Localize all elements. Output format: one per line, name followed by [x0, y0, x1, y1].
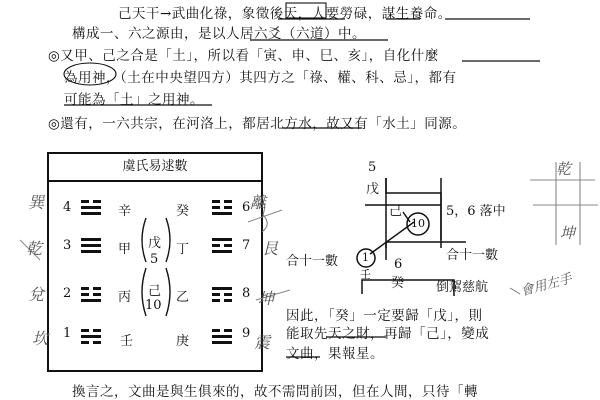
- chart-left-num-3: 1: [63, 326, 72, 341]
- trigram-right-6: [212, 200, 232, 215]
- diagram-num-six: 6: [394, 257, 403, 272]
- chart-right-num-0: 6: [242, 200, 251, 215]
- diagram-top-num: 5: [368, 160, 377, 175]
- trigram-left-3: [81, 238, 101, 253]
- chart-left-num-0: 4: [63, 200, 72, 215]
- chart-left-stem-0: 辛: [118, 204, 132, 219]
- explanation-line-1: 因此，「癸」一定要歸「戊」，則: [286, 308, 483, 324]
- handwriting-1: 巽: [28, 193, 45, 212]
- text-line-0: 己天干→武曲化祿，象徵後天，人要勞碌，謀生養命。: [118, 6, 452, 22]
- chart-right-stem-1: 丁: [176, 242, 190, 257]
- explanation-line-2: 能取先天之財，再歸「己」，變成: [286, 326, 490, 342]
- chart-right-stem-2: 乙: [176, 290, 190, 305]
- chart-right-stem-0: 癸: [176, 204, 190, 219]
- diagram-left-label: 合十一數: [286, 254, 339, 269]
- trigram-right-8: [212, 287, 232, 302]
- trigram-left-2: [81, 287, 101, 302]
- chart-right-num-1: 7: [242, 238, 251, 253]
- trigram-right-9: [212, 329, 232, 344]
- handwriting-11: 會用左手: [519, 271, 574, 300]
- diagram-top-stem: 戊: [366, 182, 380, 197]
- text-line-3: 為用神，（土在中央望四方）其四方之「祿、權、科、忌」，都有: [64, 70, 457, 86]
- handwriting-5: 兌: [28, 285, 45, 304]
- handwriting-2: 離: [250, 193, 267, 212]
- chart-left-stem-2: 丙: [118, 290, 132, 305]
- bottom-text-line: 換言之，文曲是與生俱來的，故不需問前因，但在人間，只待「轉: [72, 384, 478, 400]
- chart-center-bottom-stem: 己: [148, 284, 162, 299]
- chart-left-stem-1: 甲: [118, 242, 132, 257]
- chart-right-num-3: 9: [242, 326, 251, 341]
- chart-left-num-1: 3: [63, 238, 72, 253]
- chart-right-num-2: 8: [242, 286, 251, 301]
- trigram-left-4: [81, 200, 101, 215]
- chart-center-top-stem: 戊: [148, 236, 162, 251]
- handwriting-6: 坤: [258, 289, 275, 308]
- diagram-mid-stem: 己: [389, 204, 403, 219]
- diagram-circle-one: 1: [362, 251, 369, 264]
- chart-title: 虞氏易逑數: [49, 154, 261, 182]
- diagram-stem-gui: 癸: [391, 276, 405, 291]
- text-line-2: ◎又甲、己之合是「土」，所以看「寅、申、巳、亥」，自化什麼: [48, 48, 439, 64]
- handwriting-4: 艮: [262, 239, 279, 258]
- handwriting-8: 震: [254, 333, 271, 352]
- chart-right-stem-3: 庚: [176, 334, 190, 349]
- handwriting-3: 乾: [26, 239, 43, 258]
- chart-center-top-num: 5: [150, 252, 159, 267]
- chart-center-bottom-num: 10: [145, 298, 162, 313]
- text-line-1: 構成一、六之源由，是以人居六爻（六道）中。: [72, 26, 366, 42]
- diagram-label-56: 5，6 落中: [446, 204, 506, 219]
- diagram-right-label: 合十一數: [446, 248, 499, 263]
- trigram-right-7: [212, 238, 232, 253]
- explanation-line-3: 文曲，果報星。: [286, 346, 384, 362]
- diagram-circle-ten: 10: [411, 217, 425, 230]
- text-line-4: 可能為「土」之用神。: [64, 92, 204, 108]
- handwriting-7: 坎: [32, 329, 49, 348]
- trigram-left-1: [81, 329, 101, 344]
- text-line-5: ◎還有，一六共宗，在河洛上，都居北方水，故又有「水土」同源。: [48, 116, 467, 132]
- diagram-handwriting: 倒駕慈航: [436, 280, 489, 295]
- handwriting-10: 坤: [560, 224, 576, 242]
- handwriting-9: 乾: [556, 160, 572, 178]
- diagram-stem-ren: 壬: [360, 268, 371, 281]
- chart-left-stem-3: 壬: [120, 334, 134, 349]
- chart-left-num-2: 2: [63, 286, 72, 301]
